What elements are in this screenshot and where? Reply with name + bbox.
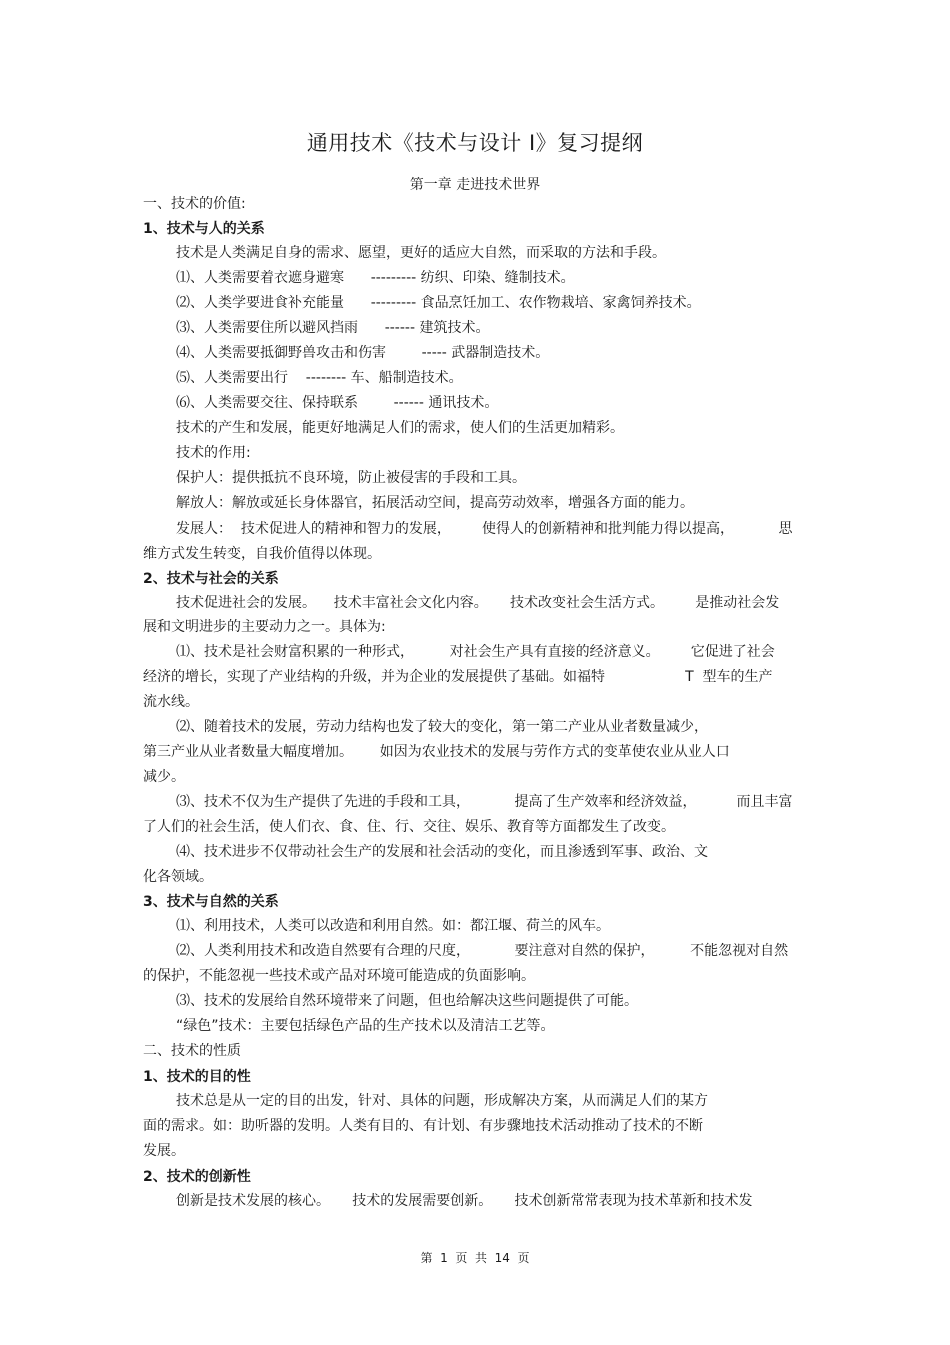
paragraph-line: 第三产业从业者数量大幅度增加。 如因为农业技术的发展与劳作方式的变革使农业从业人口 <box>143 744 730 760</box>
subsection-heading: 3、技术与自然的关系 <box>143 894 279 910</box>
paragraph-line: 技术的产生和发展，能更好地满足人们的需求，使人们的生活更加精彩。 <box>176 420 624 436</box>
subsection-heading: 2、技术与社会的关系 <box>143 571 279 587</box>
paragraph-line: ⑴、利用技术，人类可以改造和利用自然。如：都江堰、荷兰的风车。 <box>176 918 610 934</box>
paragraph-line: 的保护，不能忽视一些技术或产品对环境可能造成的负面影响。 <box>143 968 535 984</box>
subsection-heading: 1、技术与人的关系 <box>143 221 265 237</box>
list-item: ⑴、人类需要着衣遮身避寒 --------- 纺织、印染、缝制技术。 <box>176 270 575 286</box>
paragraph-line: 保护人：提供抵抗不良环境，防止被侵害的手段和工具。 <box>176 470 526 486</box>
paragraph-line: ⑴、技术是社会财富积累的一种形式， 对社会生产具有直接的经济意义。 它促进了社会 <box>176 644 775 660</box>
paragraph-line: ⑵、随着技术的发展，劳动力结构也发了较大的变化，第一第二产业从业者数量减少， <box>176 719 708 735</box>
paragraph-line: 发展人： 技术促进人的精神和智力的发展， 使得人的创新精神和批判能力得以提高， 思 <box>176 521 793 537</box>
list-item: ⑸、人类需要出行 -------- 车、船制造技术。 <box>176 370 463 386</box>
paragraph-line: ⑶、技术的发展给自然环境带来了问题，但也给解决这些问题提供了可能。 <box>176 993 638 1009</box>
paragraph-line: 创新是技术发展的核心。 技术的发展需要创新。 技术创新常常表现为技术革新和技术发 <box>176 1193 753 1209</box>
list-item: ⑷、人类需要抵御野兽攻击和伤害 ----- 武器制造技术。 <box>176 345 550 361</box>
chapter-heading: 第一章 走进技术世界 <box>409 177 541 193</box>
paragraph-line: 减少。 <box>143 769 185 785</box>
paragraph-line: 发展。 <box>143 1143 185 1159</box>
subsection-heading: 1、技术的目的性 <box>143 1069 251 1085</box>
paragraph-line: 解放人：解放或延长身体器官，拓展活动空间，提高劳动效率，增强各方面的能力。 <box>176 495 694 511</box>
subsection-heading: 2、技术的创新性 <box>143 1169 251 1185</box>
paragraph-line: 技术促进社会的发展。 技术丰富社会文化内容。 技术改变社会生活方式。 是推动社会发 <box>176 595 780 611</box>
paragraph-line: ⑶、技术不仅为生产提供了先进的手段和工具， 提高了生产效率和经济效益， 而且丰富 <box>176 794 793 810</box>
section-heading: 一、技术的价值: <box>143 196 246 212</box>
paragraph-line: 展和文明进步的主要动力之一。具体为: <box>143 619 386 635</box>
paragraph-line: ⑷、技术进步不仅带动社会生产的发展和社会活动的变化，而且渗透到军事、政治、文 <box>176 844 708 860</box>
paragraph-line: 经济的增长，实现了产业结构的升级，并为企业的发展提供了基础。如福特 T 型车的生产 <box>143 669 773 685</box>
list-item: ⑶、人类需要住所以避风挡雨 ------ 建筑技术。 <box>176 320 490 336</box>
page-footer: 第 1 页 共 14 页 <box>420 1251 530 1265</box>
paragraph-line: 技术总是从一定的目的出发，针对、具体的问题，形成解决方案，从而满足人们的某方 <box>176 1093 708 1109</box>
paragraph-line: 面的需求。如：助听器的发明。人类有目的、有计划、有步骤地技术活动推动了技术的不断 <box>143 1118 703 1134</box>
list-item: ⑹、人类需要交往、保持联系 ------ 通讯技术。 <box>176 395 499 411</box>
paragraph-line: 技术是人类满足自身的需求、愿望，更好的适应大自然，而采取的方法和手段。 <box>176 245 666 261</box>
paragraph-line: 了人们的社会生活，使人们衣、食、住、行、交往、娱乐、教育等方面都发生了改变。 <box>143 819 675 835</box>
document-title: 通用技术《技术与设计 I》复习提纲 <box>306 131 644 155</box>
paragraph-line: 技术的作用: <box>176 445 251 461</box>
paragraph-line: “绿色”技术：主要包括绿色产品的生产技术以及清洁工艺等。 <box>176 1018 555 1034</box>
paragraph-line: 流水线。 <box>143 694 199 710</box>
section-heading: 二、技术的性质 <box>143 1043 241 1059</box>
paragraph-line: 维方式发生转变，自我价值得以体现。 <box>143 546 381 562</box>
list-item: ⑵、人类学要进食补充能量 --------- 食品烹饪加工、农作物栽培、家禽饲养技术。 <box>176 295 701 311</box>
paragraph-line: ⑵、人类利用技术和改造自然要有合理的尺度， 要注意对自然的保护， 不能忽视对自然 <box>176 943 789 959</box>
paragraph-line: 化各领域。 <box>143 869 213 885</box>
